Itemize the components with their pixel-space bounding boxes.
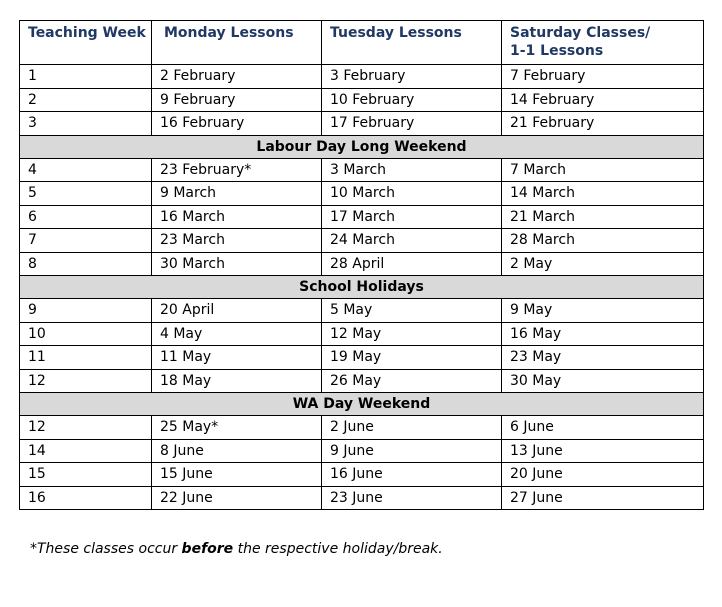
cell-saturday: 13 June bbox=[502, 439, 704, 463]
cell-monday: 25 May* bbox=[152, 416, 322, 440]
cell-tuesday: 17 March bbox=[322, 205, 502, 229]
cell-tuesday: 17 February bbox=[322, 112, 502, 136]
cell-tuesday: 26 May bbox=[322, 369, 502, 393]
cell-teaching-week: 11 bbox=[20, 346, 152, 370]
break-row bbox=[20, 135, 704, 158]
cell-monday: 8 June bbox=[152, 439, 322, 463]
cell-monday: 22 June bbox=[152, 486, 322, 510]
cell-saturday: 16 May bbox=[502, 322, 704, 346]
header-teaching-week: Teaching Week bbox=[20, 21, 152, 65]
cell-monday: 11 May bbox=[152, 346, 322, 370]
cell-monday: 20 April bbox=[152, 299, 322, 323]
table-row bbox=[20, 486, 704, 510]
cell-tuesday: 19 May bbox=[322, 346, 502, 370]
footnote-emphasis: before bbox=[181, 541, 234, 557]
table-row bbox=[20, 299, 704, 323]
cell-saturday: 28 March bbox=[502, 229, 704, 253]
table-row bbox=[20, 322, 704, 346]
cell-tuesday: 28 April bbox=[322, 252, 502, 276]
cell-tuesday: 23 June bbox=[322, 486, 502, 510]
cell-tuesday: 12 May bbox=[322, 322, 502, 346]
break-row bbox=[20, 393, 704, 416]
cell-saturday: 21 March bbox=[502, 205, 704, 229]
cell-teaching-week: 1 bbox=[20, 65, 152, 89]
header-monday-lessons: Monday Lessons bbox=[152, 21, 322, 65]
cell-saturday: 30 May bbox=[502, 369, 704, 393]
cell-tuesday: 5 May bbox=[322, 299, 502, 323]
table-row bbox=[20, 88, 704, 112]
cell-teaching-week: 10 bbox=[20, 322, 152, 346]
table-row bbox=[20, 346, 704, 370]
cell-saturday: 2 May bbox=[502, 252, 704, 276]
footnote bbox=[30, 541, 443, 557]
cell-teaching-week: 2 bbox=[20, 88, 152, 112]
cell-monday: 2 February bbox=[152, 65, 322, 89]
break-label: WA Day Weekend bbox=[20, 393, 704, 416]
cell-monday: 9 February bbox=[152, 88, 322, 112]
cell-saturday: 20 June bbox=[502, 463, 704, 487]
cell-saturday: 7 March bbox=[502, 158, 704, 182]
cell-saturday: 27 June bbox=[502, 486, 704, 510]
cell-teaching-week: 7 bbox=[20, 229, 152, 253]
cell-saturday: 14 February bbox=[502, 88, 704, 112]
cell-tuesday: 3 February bbox=[322, 65, 502, 89]
table-row bbox=[20, 229, 704, 253]
cell-teaching-week: 9 bbox=[20, 299, 152, 323]
cell-saturday: 9 May bbox=[502, 299, 704, 323]
footnote-prefix: *These classes occur bbox=[30, 541, 182, 557]
break-row bbox=[20, 276, 704, 299]
table-row bbox=[20, 252, 704, 276]
cell-saturday: 21 February bbox=[502, 112, 704, 136]
table-row bbox=[20, 158, 704, 182]
cell-saturday: 6 June bbox=[502, 416, 704, 440]
cell-monday: 16 February bbox=[152, 112, 322, 136]
cell-teaching-week: 14 bbox=[20, 439, 152, 463]
cell-monday: 9 March bbox=[152, 182, 322, 206]
header-tuesday-lessons: Tuesday Lessons bbox=[322, 21, 502, 65]
cell-tuesday: 2 June bbox=[322, 416, 502, 440]
cell-tuesday: 9 June bbox=[322, 439, 502, 463]
header-saturday-line2: 1-1 Lessons bbox=[510, 43, 604, 59]
cell-saturday: 23 May bbox=[502, 346, 704, 370]
cell-tuesday: 10 March bbox=[322, 182, 502, 206]
table-row bbox=[20, 205, 704, 229]
cell-teaching-week: 3 bbox=[20, 112, 152, 136]
table-row bbox=[20, 65, 704, 89]
break-label: School Holidays bbox=[20, 276, 704, 299]
cell-monday: 15 June bbox=[152, 463, 322, 487]
lesson-schedule-table bbox=[19, 20, 704, 510]
cell-tuesday: 16 June bbox=[322, 463, 502, 487]
table-header-row bbox=[20, 21, 704, 65]
cell-monday: 30 March bbox=[152, 252, 322, 276]
break-label: Labour Day Long Weekend bbox=[20, 135, 704, 158]
cell-monday: 16 March bbox=[152, 205, 322, 229]
cell-teaching-week: 16 bbox=[20, 486, 152, 510]
footnote-suffix: the respective holiday/break. bbox=[233, 541, 443, 557]
table-row bbox=[20, 112, 704, 136]
table-row bbox=[20, 369, 704, 393]
table-row bbox=[20, 463, 704, 487]
header-saturday-line1: Saturday Classes/ bbox=[510, 25, 651, 41]
cell-monday: 18 May bbox=[152, 369, 322, 393]
table-row bbox=[20, 182, 704, 206]
cell-teaching-week: 4 bbox=[20, 158, 152, 182]
cell-teaching-week: 15 bbox=[20, 463, 152, 487]
schedule-body bbox=[20, 65, 704, 510]
cell-monday: 4 May bbox=[152, 322, 322, 346]
table-row bbox=[20, 439, 704, 463]
header-saturday-classes bbox=[502, 21, 704, 65]
cell-tuesday: 10 February bbox=[322, 88, 502, 112]
table-row bbox=[20, 416, 704, 440]
cell-saturday: 14 March bbox=[502, 182, 704, 206]
cell-monday: 23 March bbox=[152, 229, 322, 253]
cell-teaching-week: 12 bbox=[20, 369, 152, 393]
cell-teaching-week: 12 bbox=[20, 416, 152, 440]
cell-tuesday: 3 March bbox=[322, 158, 502, 182]
cell-teaching-week: 5 bbox=[20, 182, 152, 206]
cell-teaching-week: 6 bbox=[20, 205, 152, 229]
cell-tuesday: 24 March bbox=[322, 229, 502, 253]
cell-teaching-week: 8 bbox=[20, 252, 152, 276]
cell-monday: 23 February* bbox=[152, 158, 322, 182]
cell-saturday: 7 February bbox=[502, 65, 704, 89]
